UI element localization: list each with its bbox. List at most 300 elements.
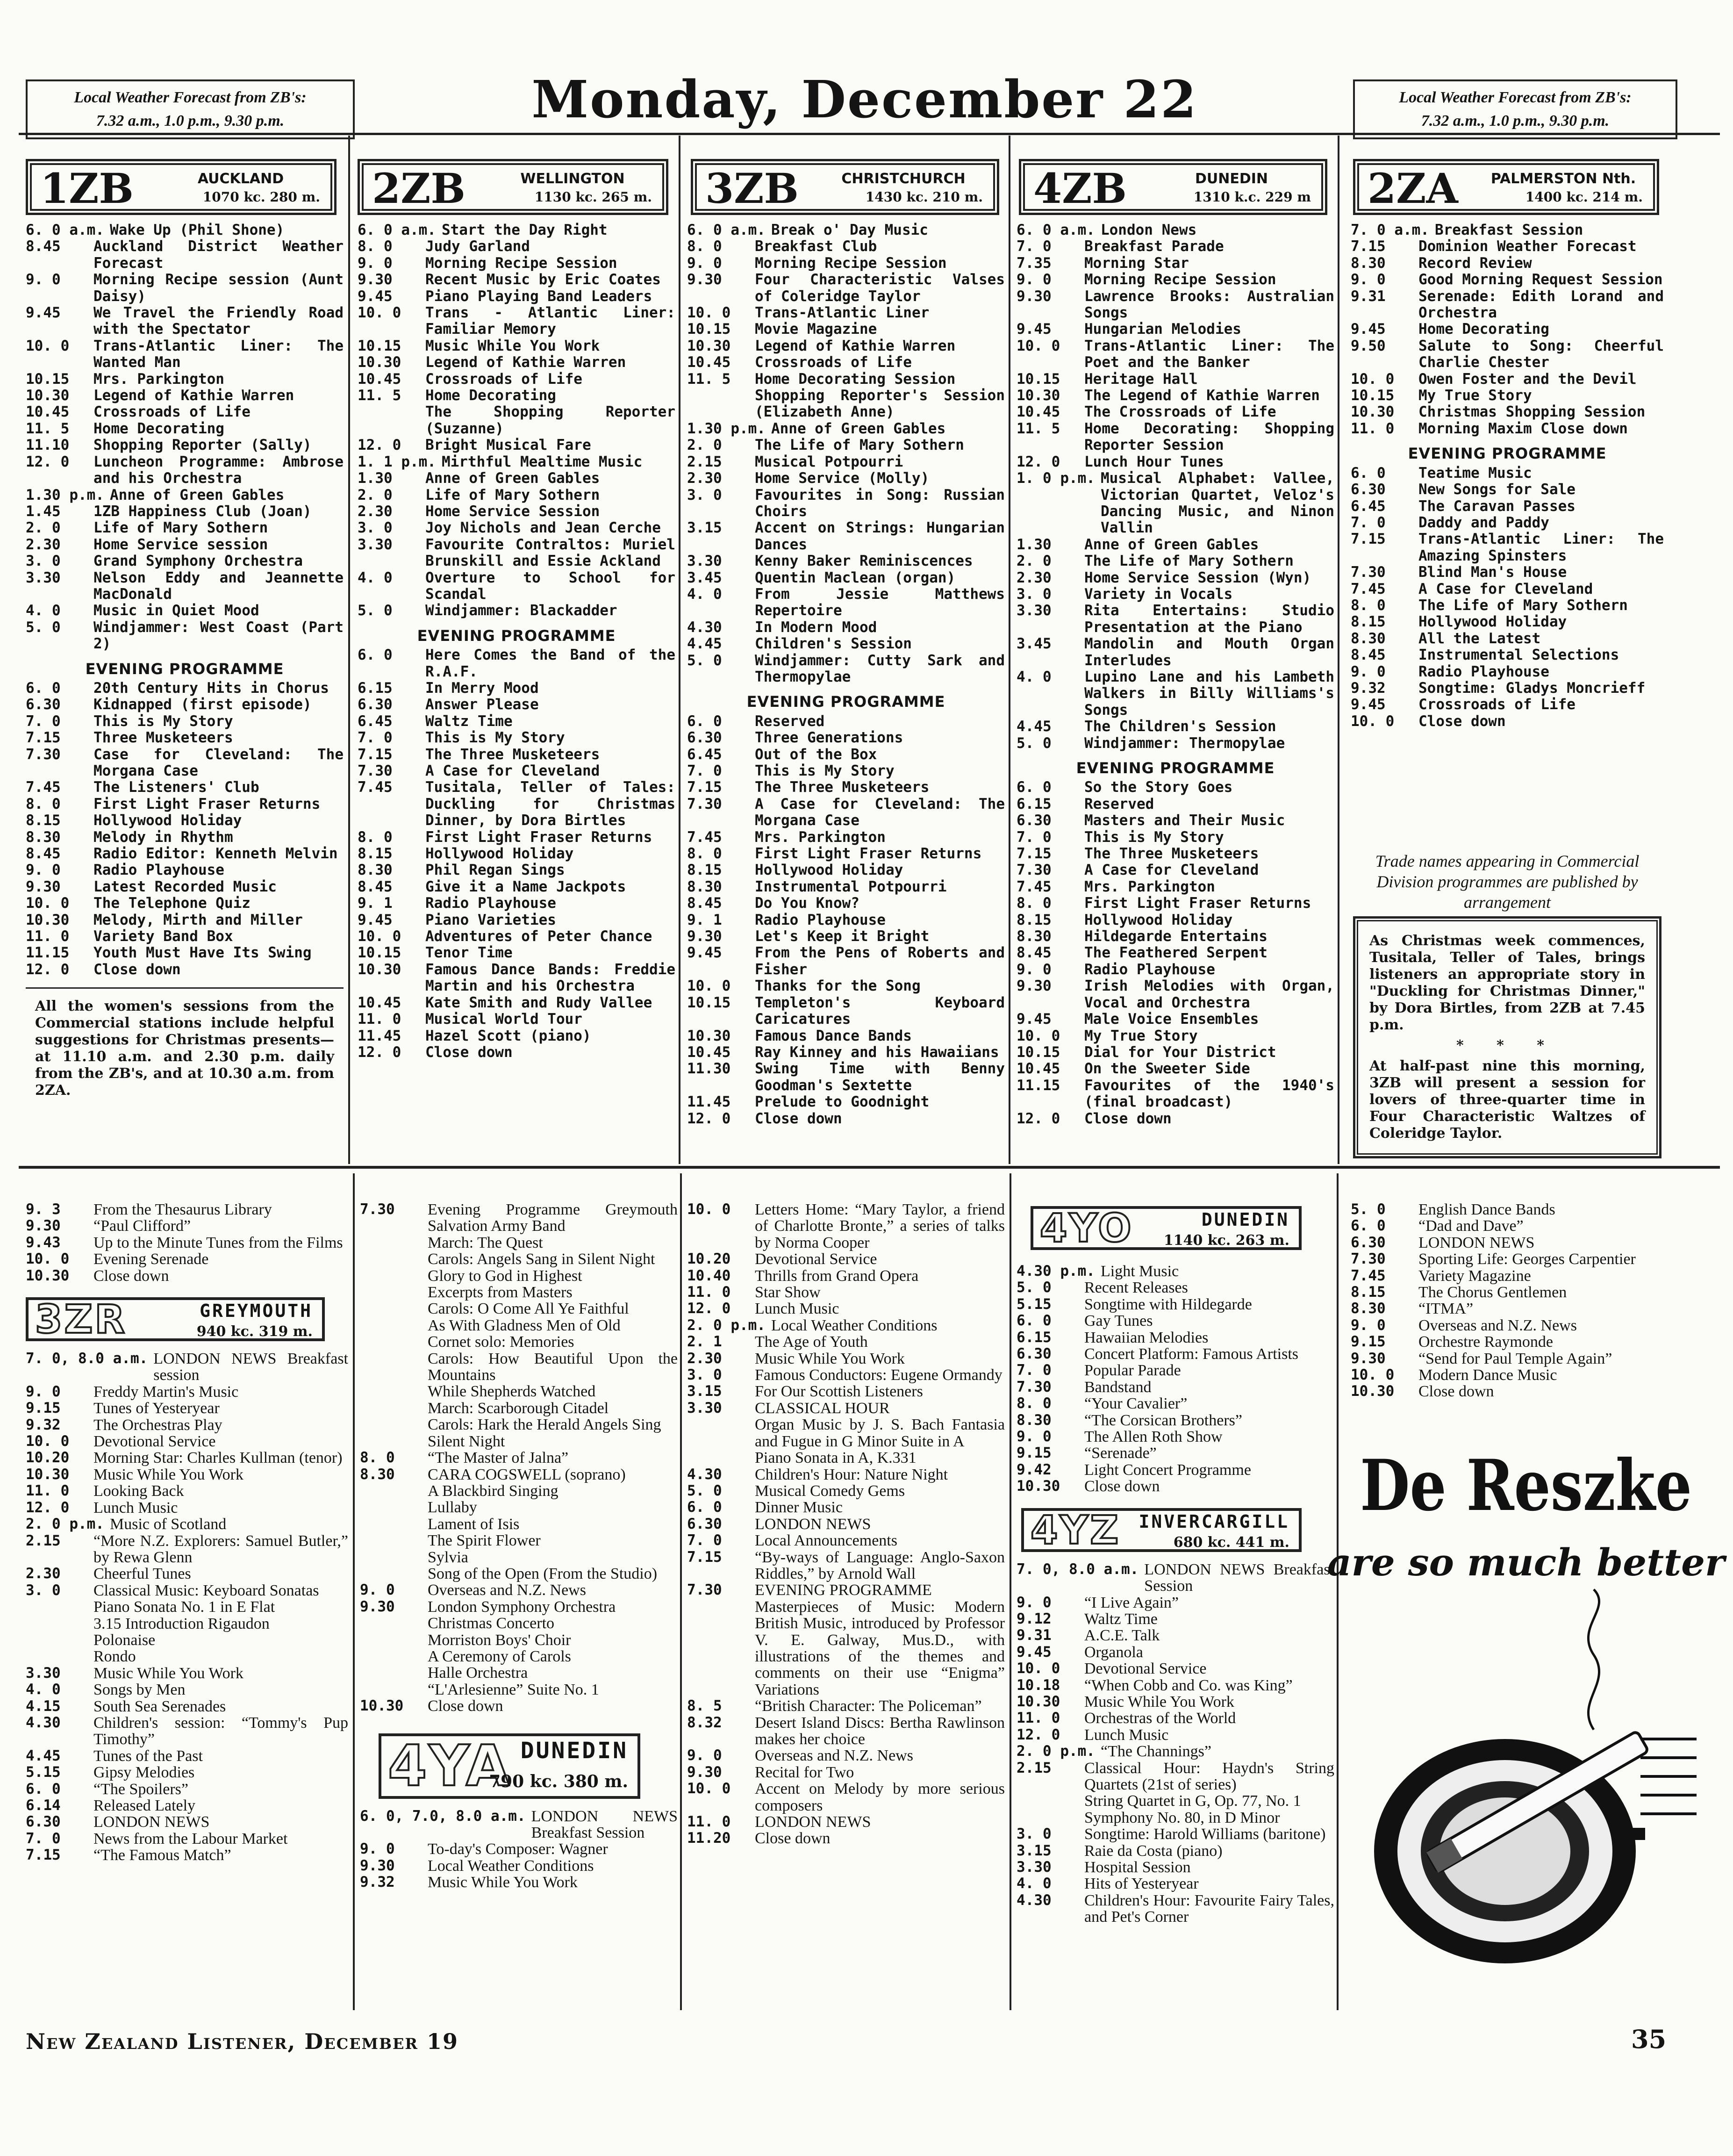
- programme-time: 11.20: [687, 1830, 731, 1847]
- programme-row: [1017, 1727, 1334, 1743]
- programme-row: [1017, 1061, 1334, 1077]
- programme-title: Rondo: [93, 1648, 136, 1666]
- programme-time: 11. 0: [1351, 420, 1395, 437]
- programme-row: [687, 586, 1005, 619]
- trade-names-note: Trade names appearing in Commercial Division programmes are published by arrangement: [1375, 852, 1640, 912]
- programme-time: 4. 0: [1017, 1875, 1052, 1892]
- programme-time: 4.30: [26, 1714, 61, 1731]
- programme-row: [1017, 1793, 1334, 1809]
- programme-time: 6. 0: [1017, 1312, 1052, 1330]
- programme-title: Classical Hour: Haydn's String Quartets (21st of series): [1084, 1759, 1334, 1793]
- programme-time: 8.15: [358, 845, 393, 862]
- programme-row: [1017, 1011, 1334, 1028]
- programme-title: Legend of Kathie Warren: [755, 337, 956, 354]
- station-city: DUNEDIN: [1201, 1209, 1289, 1230]
- programme-row: [1351, 272, 1664, 288]
- programme-row: [26, 1201, 348, 1218]
- programme-time: 9.45: [358, 911, 393, 928]
- programme-row: [360, 1499, 678, 1516]
- programme-row: [1017, 1561, 1334, 1595]
- programme-title: Give it a Name Jackpots: [425, 878, 626, 895]
- programme-time: 6.45: [358, 712, 393, 730]
- programme-title: “The Famous Match”: [93, 1847, 231, 1864]
- programme-time: 12. 0: [26, 1499, 70, 1516]
- programme-title: Lunch Music: [755, 1300, 839, 1318]
- programme-time: 3. 0: [358, 519, 393, 537]
- programme-time: 2. 0: [687, 437, 722, 454]
- weather-line-1: Local Weather Forecast from ZB's:: [1399, 89, 1632, 106]
- programme-row: [26, 730, 344, 746]
- programme-time: 12. 0: [1017, 453, 1060, 470]
- programme-title: Cornet solo: Memories: [428, 1333, 574, 1351]
- programme-row: [687, 895, 1005, 912]
- station-frequency: 680 kc. 441 m.: [1173, 1534, 1289, 1551]
- programme-title: Lawrence Brooks: Australian Songs: [1084, 287, 1334, 322]
- programme-title: Rita Entertains: Studio Presentation at the Piano: [1084, 602, 1334, 636]
- station-header-1zb: [26, 159, 337, 215]
- programme-row: [1351, 222, 1664, 238]
- programme-title: All the Latest: [1418, 630, 1541, 647]
- programme-time: 8.15: [687, 862, 722, 879]
- programme-time: 3. 0: [687, 486, 722, 503]
- programme-title: First Light Fraser Returns: [1084, 895, 1311, 912]
- programme-row: [360, 1351, 678, 1384]
- programme-title: The Three Musketeers: [755, 779, 930, 796]
- programme-title: From the Pens of Roberts and Fisher: [755, 944, 1005, 978]
- programme-time: 9. 0: [1017, 1428, 1052, 1445]
- programme-row: [1017, 1760, 1334, 1793]
- station-call-sign: 2ZA: [1368, 164, 1458, 213]
- station-frequency: 1140 kc. 263 m.: [1163, 1232, 1289, 1249]
- programme-title: Mrs. Parkington: [755, 828, 886, 846]
- programme-row: [358, 255, 675, 272]
- programme-row: [360, 1582, 678, 1598]
- programme-row: [1351, 1218, 1664, 1234]
- programme-title: Devotional Service: [93, 1433, 216, 1451]
- programme-title: On the Sweeter Side: [1084, 1060, 1250, 1078]
- programme-title: First Light Fraser Returns: [425, 828, 652, 846]
- programme-title: A Case for Cleveland: [1418, 580, 1593, 597]
- programme-row: [360, 1284, 678, 1301]
- programme-row: [358, 730, 675, 746]
- programme-row: [360, 1874, 678, 1890]
- programme-row: [358, 763, 675, 779]
- programme-time: 9.45: [26, 304, 61, 322]
- programme-row: [1017, 255, 1334, 272]
- programme-time: 10.30: [26, 1466, 70, 1483]
- programme-title: Morning Recipe Session: [755, 254, 947, 272]
- programme-title: Radio Playhouse: [755, 911, 886, 928]
- programme-time: 9.15: [26, 1400, 61, 1417]
- programme-row: [26, 1533, 348, 1566]
- programme-time: 8.30: [358, 862, 393, 879]
- programme-row: [1351, 1334, 1664, 1350]
- programme-time: 5. 0: [1017, 1279, 1052, 1296]
- programme-title: The Children's Session: [1084, 718, 1276, 735]
- programme-title: The Legend of Kathie Warren: [1084, 387, 1320, 404]
- programme-time: 10.15: [358, 944, 401, 962]
- programme-time: 6. 0: [687, 1499, 722, 1516]
- programme-title: Excerpts from Masters: [428, 1284, 573, 1301]
- programme-row: [1017, 1346, 1334, 1362]
- programme-row: [1017, 586, 1334, 603]
- programme-row: [687, 1483, 1005, 1499]
- programme-title: Windjammer: Cutty Sark and Thermopylae: [755, 652, 1005, 685]
- programme-time: 7. 0: [26, 712, 61, 730]
- programme-time: 9.15: [1351, 1333, 1386, 1351]
- programme-row: [1017, 1395, 1334, 1412]
- programme-time: 8. 5: [687, 1697, 722, 1715]
- programme-row: [360, 1235, 678, 1251]
- programme-title: CLASSICAL HOUR: [755, 1399, 890, 1417]
- programme-time: 4. 0: [687, 585, 722, 603]
- programme-row: [1017, 371, 1334, 388]
- programme-row: [687, 487, 1005, 520]
- programme-time: 7. 0, 8.0 a.m.: [1017, 1560, 1139, 1578]
- programme-title: Male Voice Ensembles: [1084, 1011, 1259, 1028]
- programme-time: 2.30: [1017, 569, 1052, 586]
- programme-time: 3.30: [1017, 1859, 1052, 1876]
- programme-row: [358, 288, 675, 305]
- programme-row: [26, 421, 344, 437]
- programme-title: LONDON NEWS Breakfast Session: [1144, 1560, 1334, 1595]
- programme-row: [358, 454, 675, 470]
- programme-time: 7.15: [1017, 845, 1052, 862]
- programme-row: [358, 305, 675, 338]
- programme-time: 3. 0: [1017, 585, 1052, 603]
- programme-row: [1017, 879, 1334, 895]
- programme-title: Thrills from Grand Opera: [755, 1267, 919, 1285]
- station-frequency: 1310 k.c. 229 m: [1193, 189, 1311, 205]
- programme-title: Orchestras of the World: [1084, 1710, 1236, 1727]
- programme-title: Music While You Work: [93, 1664, 243, 1682]
- programme-row: [687, 553, 1005, 569]
- programme-row: [687, 995, 1005, 1028]
- col-divider-3: [1009, 136, 1010, 1164]
- programme-row: [26, 619, 344, 653]
- programme-title: “Send for Paul Temple Again”: [1418, 1350, 1612, 1367]
- programme-time: 2. 0: [26, 519, 61, 537]
- programme-row: [1017, 288, 1334, 322]
- programme-time: 2. 0 p.m.: [1017, 1743, 1095, 1760]
- programme-title: Teatime Music: [1418, 464, 1532, 482]
- programme-time: 6. 0: [26, 1780, 61, 1797]
- programme-title: Radio Playhouse: [1084, 961, 1215, 978]
- programme-title: Accent on Strings: Hungarian Dances: [755, 519, 1005, 553]
- programme-time: 3.30: [26, 1664, 61, 1682]
- programme-time: 9.50: [1351, 337, 1386, 354]
- programme-title: LONDON NEWS: [93, 1813, 210, 1831]
- programme-title: Released Lately: [93, 1797, 196, 1814]
- programme-row: [687, 570, 1005, 586]
- programme-time: 4. 0: [26, 602, 61, 619]
- programme-title: Raie da Costa (piano): [1084, 1842, 1223, 1860]
- programme-row: [360, 1466, 678, 1483]
- programme-row: [26, 1616, 348, 1632]
- programme-title: Hazel Scott (piano): [425, 1027, 591, 1044]
- programme-time: 12. 0: [1017, 1726, 1060, 1743]
- programme-time: 9. 0: [360, 1840, 395, 1858]
- programme-title: For Our Scottish Listeners: [755, 1383, 923, 1401]
- programme-row: [1017, 1445, 1334, 1461]
- station-header-4zb: [1019, 159, 1327, 215]
- programme-row: [26, 603, 344, 619]
- programme-time: 10.30: [26, 1267, 70, 1284]
- programme-title: Crossroads of Life: [425, 370, 582, 388]
- programme-title: A Case for Cleveland: [425, 762, 600, 779]
- programme-time: 9. 0: [26, 1383, 61, 1400]
- programme-title: “I Live Again”: [1084, 1594, 1179, 1611]
- programme-row: [1351, 1317, 1664, 1334]
- programme-row: [1351, 321, 1664, 338]
- station-frequency: 1070 kc. 280 m.: [202, 189, 320, 205]
- programme-title: Home Decorating: [93, 420, 224, 437]
- programme-row: [358, 1011, 675, 1028]
- programme-time: 8.30: [1351, 254, 1386, 272]
- publication-footer: New Zealand Listener, December 19: [26, 2029, 459, 2054]
- programme-time: 3.15: [687, 519, 722, 537]
- programme-title: Musical Potpourri: [755, 453, 903, 470]
- programme-time: 5. 0: [26, 618, 61, 636]
- programme-title: Songtime: Harold Williams (baritone): [1084, 1825, 1326, 1843]
- programme-row: [687, 1747, 1005, 1764]
- programme-title: The Feathered Serpent: [1084, 944, 1268, 962]
- programme-row: [358, 570, 675, 603]
- programme-time: 7.45: [1351, 580, 1386, 597]
- programme-title: LONDON NEWS Breakfast Session: [531, 1807, 678, 1841]
- programme-row: [1017, 470, 1334, 537]
- programme-time: 3.45: [687, 569, 722, 586]
- programme-title: Morning Star: [1084, 254, 1189, 272]
- programme-row: [358, 487, 675, 503]
- programme-title: Polonaise: [93, 1631, 156, 1649]
- programme-time: 10. 0: [26, 1250, 70, 1268]
- programme-row: [26, 747, 344, 780]
- programme-time: 5.15: [26, 1764, 61, 1781]
- programme-title: Windjammer: Blackadder: [425, 602, 617, 619]
- programme-row: [358, 470, 675, 487]
- programme-time: 3.45: [1017, 635, 1052, 653]
- programme-row: [1351, 647, 1664, 663]
- programme-row: [360, 1400, 678, 1416]
- program-column-2zb: [358, 222, 675, 1162]
- programme-title: Close down: [1418, 712, 1506, 730]
- programme-title: Windjammer: Thermopylae: [1084, 734, 1285, 752]
- programme-title: Irish Melodies with Organ, Vocal and Orchestra: [1084, 977, 1334, 1011]
- programme-title: Quentin Maclean (organ): [755, 569, 956, 586]
- programme-title: The Shopping Reporter (Suzanne): [425, 403, 675, 437]
- programme-row: [26, 1665, 348, 1682]
- programme-row: [358, 603, 675, 619]
- station-header-2za: [1353, 159, 1659, 215]
- programme-time: 7.15: [1351, 531, 1386, 548]
- programme-time: 10. 0: [687, 304, 731, 322]
- programme-time: 2.30: [687, 1350, 722, 1367]
- programme-time: 9.45: [1017, 1643, 1052, 1660]
- programme-row: [360, 1858, 678, 1874]
- programme-row: [26, 1682, 348, 1698]
- programme-row: [1017, 454, 1334, 470]
- programme-time: 11.10: [26, 437, 70, 454]
- programme-time: 5. 0: [1351, 1201, 1386, 1218]
- programme-row: [1017, 1111, 1334, 1127]
- womens-sessions-note: All the women's sessions from the Commercial stations include helpful suggestions for Christmas presents—at 11.10 a.m. and 2.30 p.m. daily from the ZB's, and at 10.30 a.m. from 2ZA.: [35, 998, 334, 1099]
- programme-row: [358, 388, 675, 404]
- programme-time: 10.45: [1017, 1060, 1060, 1078]
- evening-heading: EVENING PROGRAMME: [417, 626, 616, 645]
- programme-time: 2.15: [26, 1532, 61, 1549]
- programme-title: South Sea Serenades: [93, 1697, 226, 1715]
- programme-title: Orchestre Raymonde: [1418, 1333, 1553, 1351]
- programme-row: [687, 1764, 1005, 1781]
- programme-time: 7.45: [26, 779, 61, 796]
- programme-title: Music of Scotland: [109, 1516, 227, 1533]
- programme-title: Recital for Two: [755, 1763, 854, 1781]
- evening-heading: EVENING PROGRAMME: [85, 660, 284, 678]
- programme-time: 10.30: [1351, 1383, 1395, 1400]
- programme-title: March: The Quest: [428, 1234, 543, 1251]
- programme-time: 10.30: [687, 1027, 731, 1044]
- programme-title: “The Master of Jalna”: [428, 1449, 569, 1467]
- programme-time: 10.30: [358, 961, 401, 978]
- programme-title: Variety Magazine: [1418, 1267, 1531, 1285]
- programme-time: 12. 0: [1017, 1110, 1060, 1127]
- programme-time: 6.15: [358, 679, 393, 697]
- programme-time: 4.30: [687, 1466, 722, 1483]
- programme-time: 10.45: [1017, 403, 1060, 421]
- programme-time: 10. 0: [687, 977, 731, 995]
- programme-row: [360, 1201, 678, 1235]
- programme-title: To-day's Composer: Wagner: [428, 1840, 608, 1858]
- programme-time: 10.30: [1017, 1478, 1060, 1495]
- programme-row: [687, 1450, 1005, 1466]
- programme-title: Mrs. Parkington: [93, 370, 224, 388]
- programme-title: Let's Keep it Bright: [755, 928, 930, 945]
- programme-title: Trans-Atlantic Liner: The Amazing Spinsters: [1418, 531, 1664, 564]
- programme-time: 1. 1 p.m.: [358, 453, 436, 470]
- programme-title: The Orchestras Play: [93, 1416, 222, 1434]
- programme-title: Piano Sonata No. 1 in E Flat: [93, 1598, 275, 1616]
- programme-title: Music While You Work: [425, 337, 600, 354]
- programme-title: Local Announcements: [755, 1532, 897, 1550]
- programme-row: [360, 1483, 678, 1499]
- programme-time: 6. 0: [358, 647, 393, 664]
- programme-time: 4.15: [26, 1697, 61, 1715]
- programme-time: 6. 0: [1351, 464, 1386, 482]
- programme-title: “Paul Clifford”: [93, 1217, 191, 1235]
- programme-row: [1017, 570, 1334, 586]
- programme-title: Christmas Shopping Session: [1418, 403, 1646, 421]
- de-reszke-advertisement: [1327, 1440, 1725, 2010]
- programme-row: [1351, 482, 1664, 498]
- programme-title: Record Review: [1418, 254, 1532, 272]
- programme-time: 9.45: [1017, 321, 1052, 338]
- programme-title: Desert Island Discs: Bertha Rawlinson makes her choice: [755, 1714, 1005, 1748]
- programme-row: [1017, 321, 1334, 338]
- programme-title: Home Service Session (Wyn): [1084, 569, 1311, 586]
- programme-row: [26, 1268, 348, 1284]
- programme-row: [1017, 388, 1334, 404]
- lower-divider-3: [1010, 1173, 1011, 2010]
- weather-line-2: 7.32 a.m., 1.0 p.m., 9.30 p.m.: [96, 112, 285, 129]
- programme-time: 9.30: [1017, 287, 1052, 305]
- programme-title: Bright Musical Fare: [425, 437, 591, 454]
- programme-title: Radio Playhouse: [93, 862, 224, 879]
- weather-line-1: Local Weather Forecast from ZB's:: [74, 89, 307, 106]
- programme-title: Christmas Concerto: [428, 1615, 555, 1632]
- programme-title: A Blackbird Singing: [428, 1482, 559, 1500]
- programme-title: Famous Conductors: Eugene Ormandy: [755, 1366, 1003, 1384]
- programme-time: 8.30: [26, 828, 61, 846]
- programme-title: Radio Editor: Kenneth Melvin: [93, 845, 338, 862]
- programme-row: [687, 255, 1005, 272]
- programme-row: [1017, 553, 1334, 569]
- programme-row: [1017, 1263, 1334, 1279]
- programme-row: [687, 222, 1005, 238]
- programme-title: Hollywood Holiday: [755, 862, 903, 879]
- programme-row: [358, 272, 675, 288]
- programme-time: 6.30: [687, 729, 722, 747]
- programme-time: 10. 0: [1351, 370, 1395, 388]
- programme-row: [687, 846, 1005, 862]
- programme-row: [1351, 614, 1664, 630]
- programme-title: Close down: [1418, 1383, 1494, 1401]
- programme-time: 9. 0: [26, 271, 61, 288]
- programme-title: “The Corsican Brothers”: [1084, 1411, 1242, 1429]
- programme-title: Movie Magazine: [755, 321, 877, 338]
- programme-title: Trans-Atlantic Liner: [755, 304, 930, 322]
- programme-title: Devotional Service: [755, 1250, 877, 1268]
- programme-title: Up to the Minute Tunes from the Films: [93, 1234, 343, 1251]
- programme-time: 6. 0: [26, 679, 61, 697]
- programme-title: Life of Mary Sothern: [425, 486, 600, 503]
- programme-row: [358, 647, 675, 680]
- programme-time: 3.30: [1017, 602, 1052, 619]
- programme-time: 10.45: [687, 354, 731, 371]
- programme-row: [358, 995, 675, 1011]
- programme-row: [687, 619, 1005, 636]
- programme-time: 6.14: [26, 1797, 61, 1814]
- programme-row: [1351, 713, 1664, 730]
- programme-time: 7.30: [360, 1201, 395, 1218]
- programme-row: [358, 912, 675, 928]
- programme-row: [1017, 1677, 1334, 1694]
- programme-row: [358, 503, 675, 520]
- programme-title: “By-ways of Language: Anglo-Saxon Riddles,” by Arnold Wall: [755, 1548, 1005, 1582]
- programme-time: 9.31: [1351, 287, 1386, 305]
- programme-time: 9.30: [687, 1763, 722, 1781]
- programme-row: [687, 1698, 1005, 1714]
- programme-row: [1017, 537, 1334, 553]
- programme-title: Favourite Contraltos: Muriel Brunskill and Essie Ackland: [425, 536, 675, 570]
- programme-time: 1.30: [358, 470, 393, 487]
- programme-title: Adventures of Peter Chance: [425, 928, 652, 945]
- programme-row: [360, 1383, 678, 1400]
- programme-title: Hollywood Holiday: [93, 812, 242, 829]
- programme-title: Music While You Work: [428, 1874, 578, 1891]
- programme-row: [26, 272, 344, 305]
- programme-time: 9.45: [1351, 696, 1386, 713]
- programme-row: [1017, 1710, 1334, 1726]
- programme-row: [687, 978, 1005, 994]
- programme-time: 10.30: [26, 911, 70, 928]
- programme-title: A Case for Cleveland: The Morgana Case: [755, 795, 1005, 829]
- programme-row: [26, 222, 344, 238]
- programme-title: Joy Nichols and Jean Cerche: [425, 519, 661, 537]
- programme-title: English Dance Bands: [1418, 1201, 1555, 1218]
- programme-title: Instrumental Potpourri: [755, 878, 947, 895]
- programme-time: 8.32: [687, 1714, 722, 1731]
